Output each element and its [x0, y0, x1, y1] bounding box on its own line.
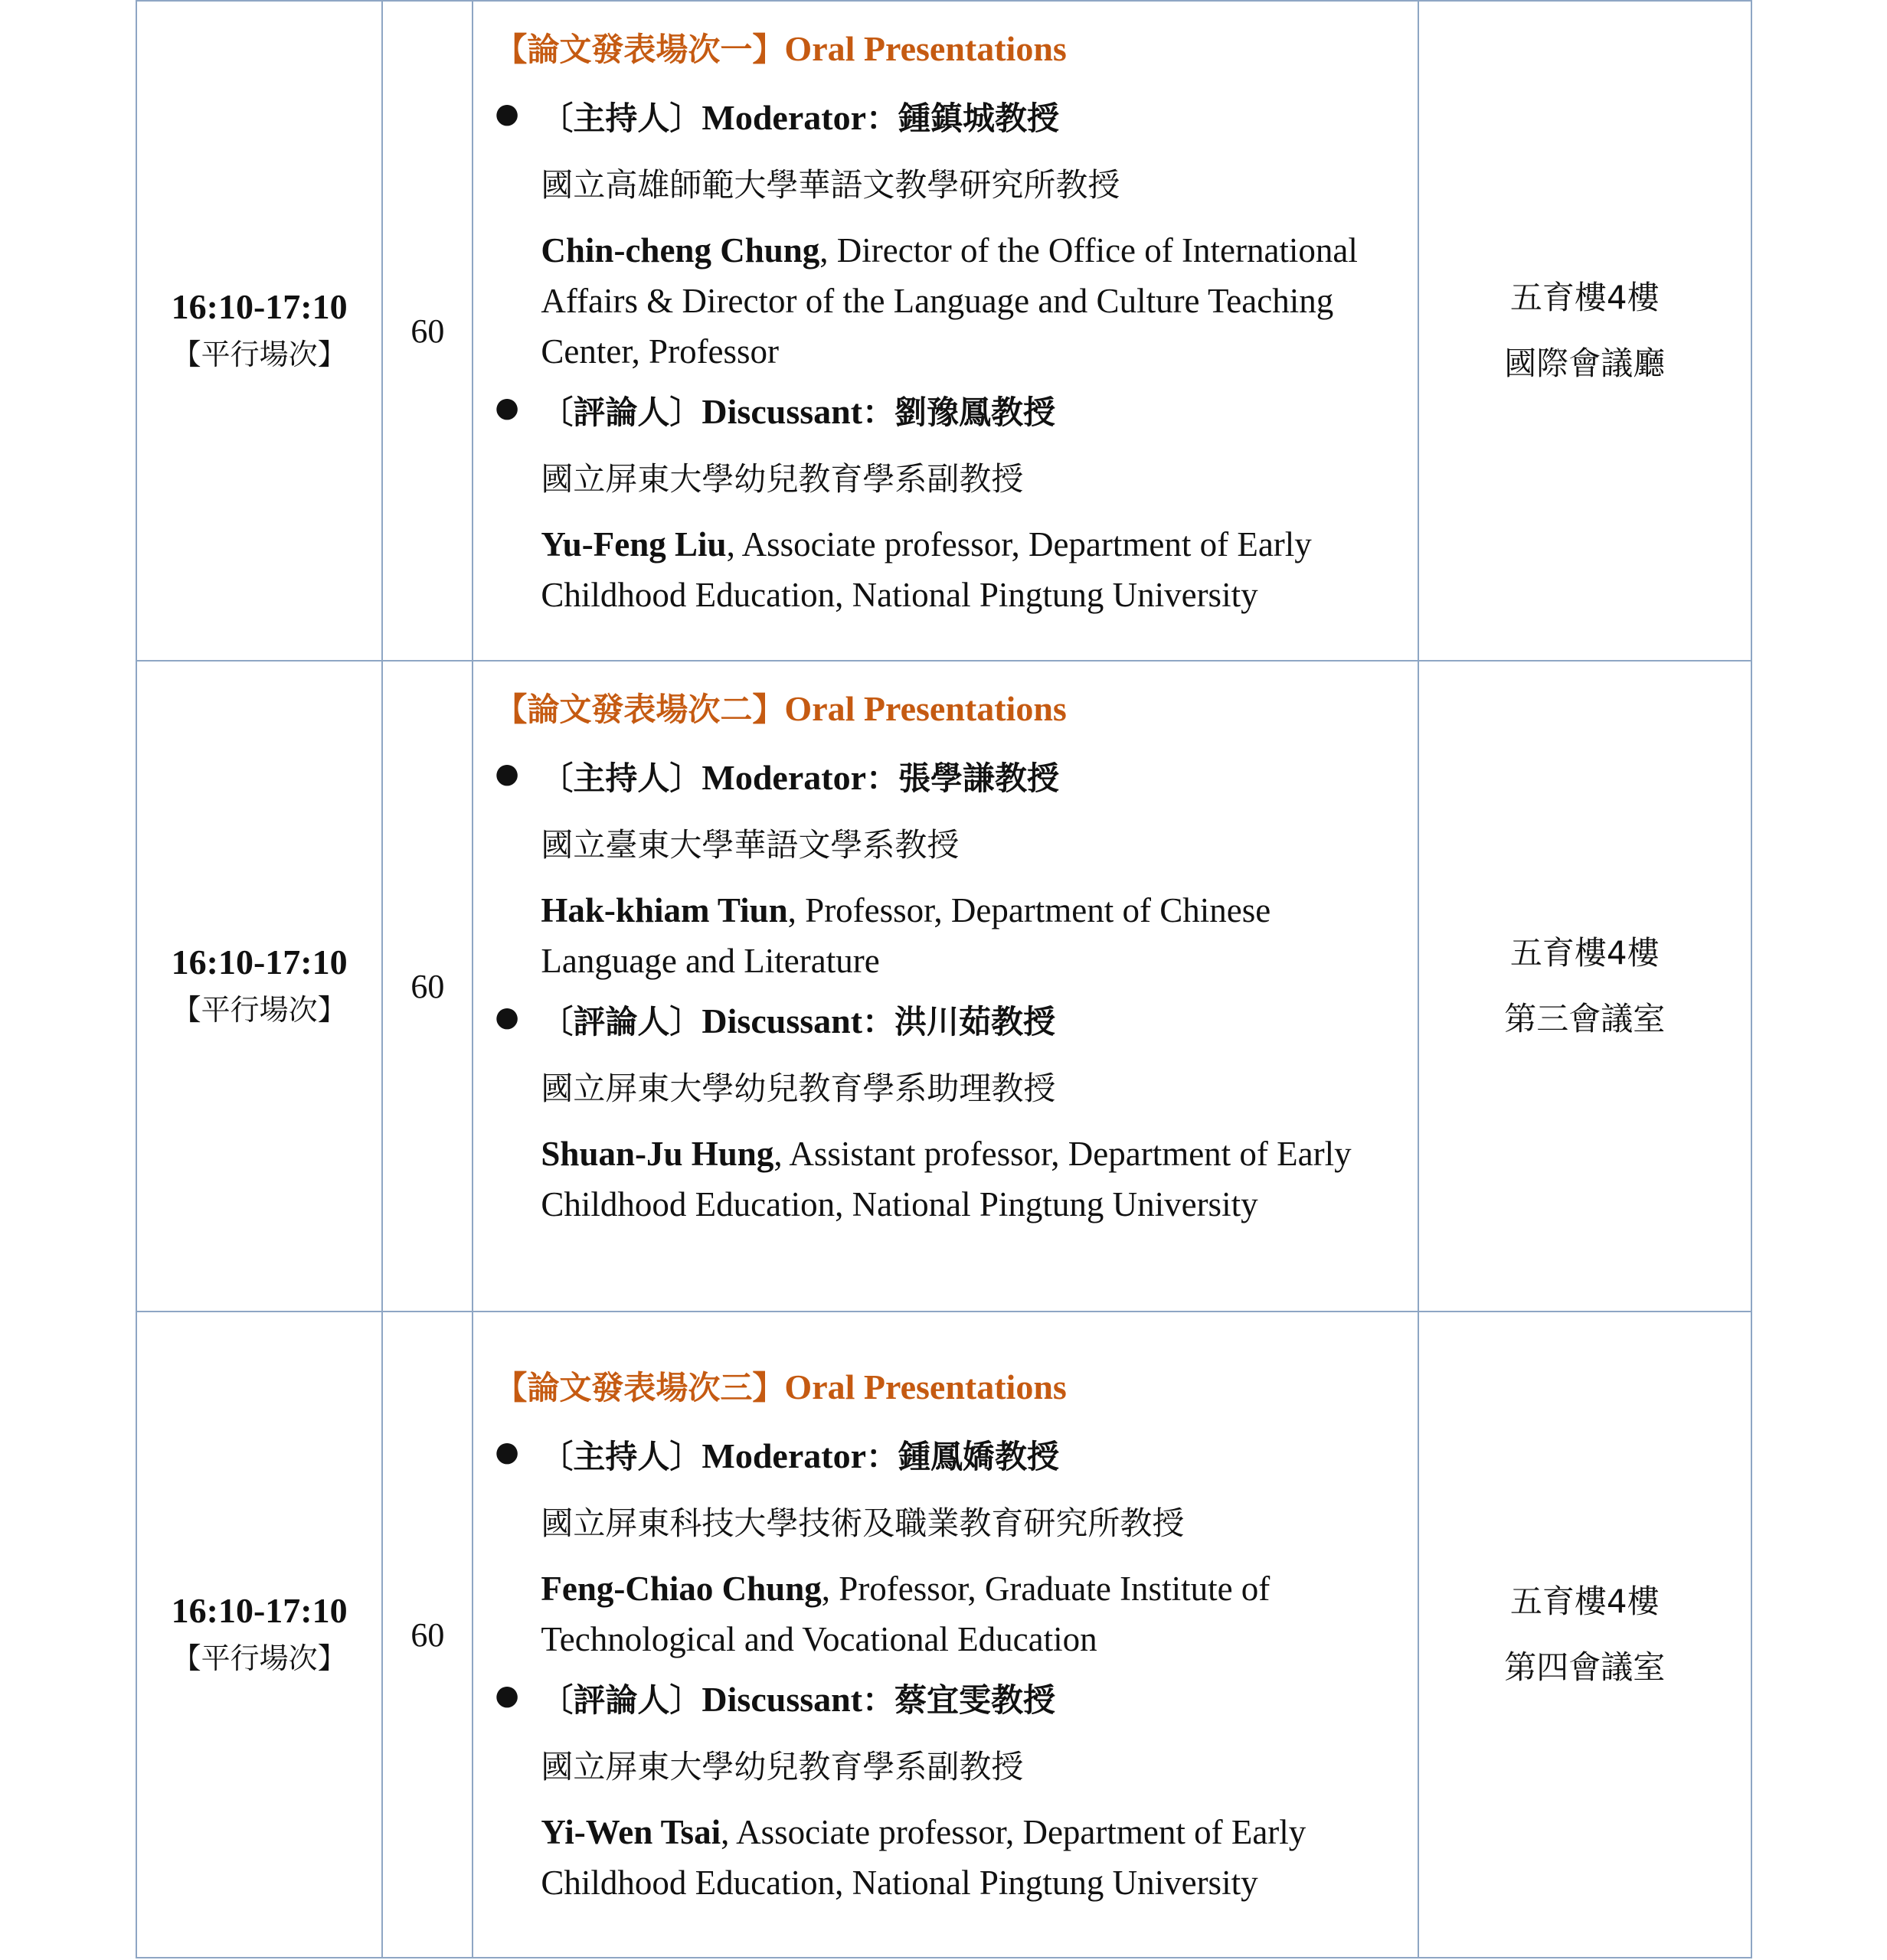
discussant-name-en: Shuan-Ju Hung — [541, 1135, 774, 1173]
session-type: 【平行場次】 — [172, 1642, 347, 1675]
moderator-name-en: Feng-Chiao Chung — [541, 1570, 822, 1608]
venue-cell — [1418, 1312, 1751, 1958]
moderator-role-en: Moderator — [701, 758, 866, 797]
discussant-affiliation-en — [495, 1807, 1401, 1908]
bullet-icon: ● — [495, 98, 519, 129]
bullet-icon: ● — [495, 758, 519, 789]
venue-room: 國際會議廳 — [1504, 345, 1666, 382]
venue-room: 第四會議室 — [1504, 1648, 1666, 1686]
session-title — [495, 684, 1401, 730]
discussant-name-zh: 蔡宜雯教授 — [894, 1681, 1056, 1719]
moderator-affiliation-en — [495, 885, 1401, 986]
discussant-line — [495, 997, 1401, 1043]
bullet-icon: ● — [495, 392, 519, 423]
discussant-role-en: Discussant — [701, 392, 863, 431]
duration-cell: 60 — [382, 661, 473, 1312]
separator: ： — [866, 760, 899, 797]
discussant-role-en: Discussant — [701, 1001, 863, 1040]
session-title-zh: 【論文發表場次二】 — [495, 691, 785, 728]
session-title — [495, 24, 1401, 70]
bullet-icon: ● — [495, 1436, 519, 1468]
moderator-affiliation-zh: 國立高雄師範大學華語文教學研究所教授 — [541, 166, 1120, 204]
moderator-title-en: , Professor, Graduate Institute of Technological and Vocational Education — [541, 1570, 1271, 1658]
moderator-role-en: Moderator — [701, 98, 866, 137]
venue-room: 第三會議室 — [1504, 1000, 1666, 1037]
duration-cell: 60 — [382, 1, 473, 661]
discussant-affiliation-zh: 國立屏東大學幼兒教育學系助理教授 — [541, 1070, 1056, 1107]
session-details — [473, 1, 1418, 661]
session-time: 16:10-17:10 — [171, 1591, 348, 1630]
discussant-affiliation-zh: 國立屏東大學幼兒教育學系副教授 — [541, 460, 1024, 498]
discussant-affiliation-en — [495, 519, 1401, 620]
time-cell — [136, 1312, 382, 1958]
moderator-role-en: Moderator — [701, 1436, 866, 1475]
discussant-line — [495, 1675, 1401, 1721]
moderator-line — [495, 1432, 1401, 1478]
discussant-role-zh: 〔評論人〕 — [541, 1003, 702, 1040]
session-time: 16:10-17:10 — [171, 287, 348, 326]
schedule-table — [136, 0, 1752, 1958]
moderator-name-zh: 鍾鳳嬌教授 — [898, 1438, 1060, 1475]
moderator-affiliation-zh: 國立屏東科技大學技術及職業教育研究所教授 — [541, 1504, 1185, 1542]
moderator-title-en: , Director of the Office of International Affairs & Director of the Language and Culture Teaching Center, Professor — [541, 231, 1358, 371]
discussant-name-zh: 洪川茹教授 — [894, 1003, 1056, 1040]
moderator-role-zh: 〔主持人〕 — [541, 1438, 702, 1475]
separator: ： — [866, 1438, 899, 1475]
session-row — [136, 1312, 1751, 1958]
discussant-name-en: Yu-Feng Liu — [541, 525, 727, 564]
separator: ： — [862, 394, 895, 431]
session-title-en: Oral Presentations — [784, 689, 1067, 728]
moderator-affiliation-en — [495, 1563, 1401, 1664]
moderator-line — [495, 93, 1401, 139]
session-type: 【平行場次】 — [172, 993, 347, 1027]
moderator-name-zh: 鍾鎮城教授 — [898, 100, 1060, 137]
discussant-affiliation-zh: 國立屏東大學幼兒教育學系副教授 — [541, 1748, 1024, 1785]
moderator-title-en: , Professor, Department of Chinese Language and Literature — [541, 891, 1271, 980]
moderator-name-zh: 張學謙教授 — [898, 760, 1060, 797]
session-title-zh: 【論文發表場次一】 — [495, 31, 785, 68]
venue-building: 五育樓4樓 — [1509, 279, 1660, 316]
venue-building: 五育樓4樓 — [1509, 934, 1660, 972]
duration-cell: 60 — [382, 1312, 473, 1958]
moderator-role-zh: 〔主持人〕 — [541, 760, 702, 797]
session-details — [473, 1312, 1418, 1958]
session-title-zh: 【論文發表場次三】 — [495, 1369, 785, 1406]
venue-cell — [1418, 661, 1751, 1312]
moderator-affiliation-zh: 國立臺東大學華語文學系教授 — [541, 826, 960, 864]
venue-building: 五育樓4樓 — [1509, 1583, 1660, 1620]
separator: ： — [862, 1681, 895, 1719]
separator: ： — [866, 100, 899, 137]
discussant-name-zh: 劉豫鳳教授 — [894, 394, 1056, 431]
bullet-icon: ● — [495, 1680, 519, 1711]
session-title-en: Oral Presentations — [784, 29, 1067, 68]
session-title — [495, 1363, 1401, 1409]
session-details — [473, 661, 1418, 1312]
moderator-role-zh: 〔主持人〕 — [541, 100, 702, 137]
discussant-title-en: , Associate professor, Department of Early Childhood Education, National Pingtung University — [541, 1813, 1307, 1902]
session-row — [136, 1, 1751, 661]
discussant-title-en: , Associate professor, Department of Early Childhood Education, National Pingtung University — [541, 525, 1312, 614]
discussant-line — [495, 387, 1401, 433]
time-cell — [136, 661, 382, 1312]
discussant-name-en: Yi-Wen Tsai — [541, 1813, 721, 1851]
session-time: 16:10-17:10 — [171, 942, 348, 982]
moderator-name-en: Hak-khiam Tiun — [541, 891, 788, 929]
moderator-name-en: Chin-cheng Chung — [541, 231, 820, 270]
venue-cell — [1418, 1, 1751, 661]
session-title-en: Oral Presentations — [784, 1367, 1067, 1406]
discussant-affiliation-en — [495, 1129, 1401, 1230]
time-cell — [136, 1, 382, 661]
session-row — [136, 661, 1751, 1312]
discussant-title-en: , Assistant professor, Department of Early Childhood Education, National Pingtung University — [541, 1135, 1352, 1223]
bullet-icon: ● — [495, 1001, 519, 1033]
discussant-role-zh: 〔評論人〕 — [541, 394, 702, 431]
moderator-affiliation-en — [495, 225, 1401, 377]
discussant-role-en: Discussant — [701, 1680, 863, 1719]
session-type: 【平行場次】 — [172, 338, 347, 371]
moderator-line — [495, 753, 1401, 799]
discussant-role-zh: 〔評論人〕 — [541, 1681, 702, 1719]
separator: ： — [862, 1003, 895, 1040]
